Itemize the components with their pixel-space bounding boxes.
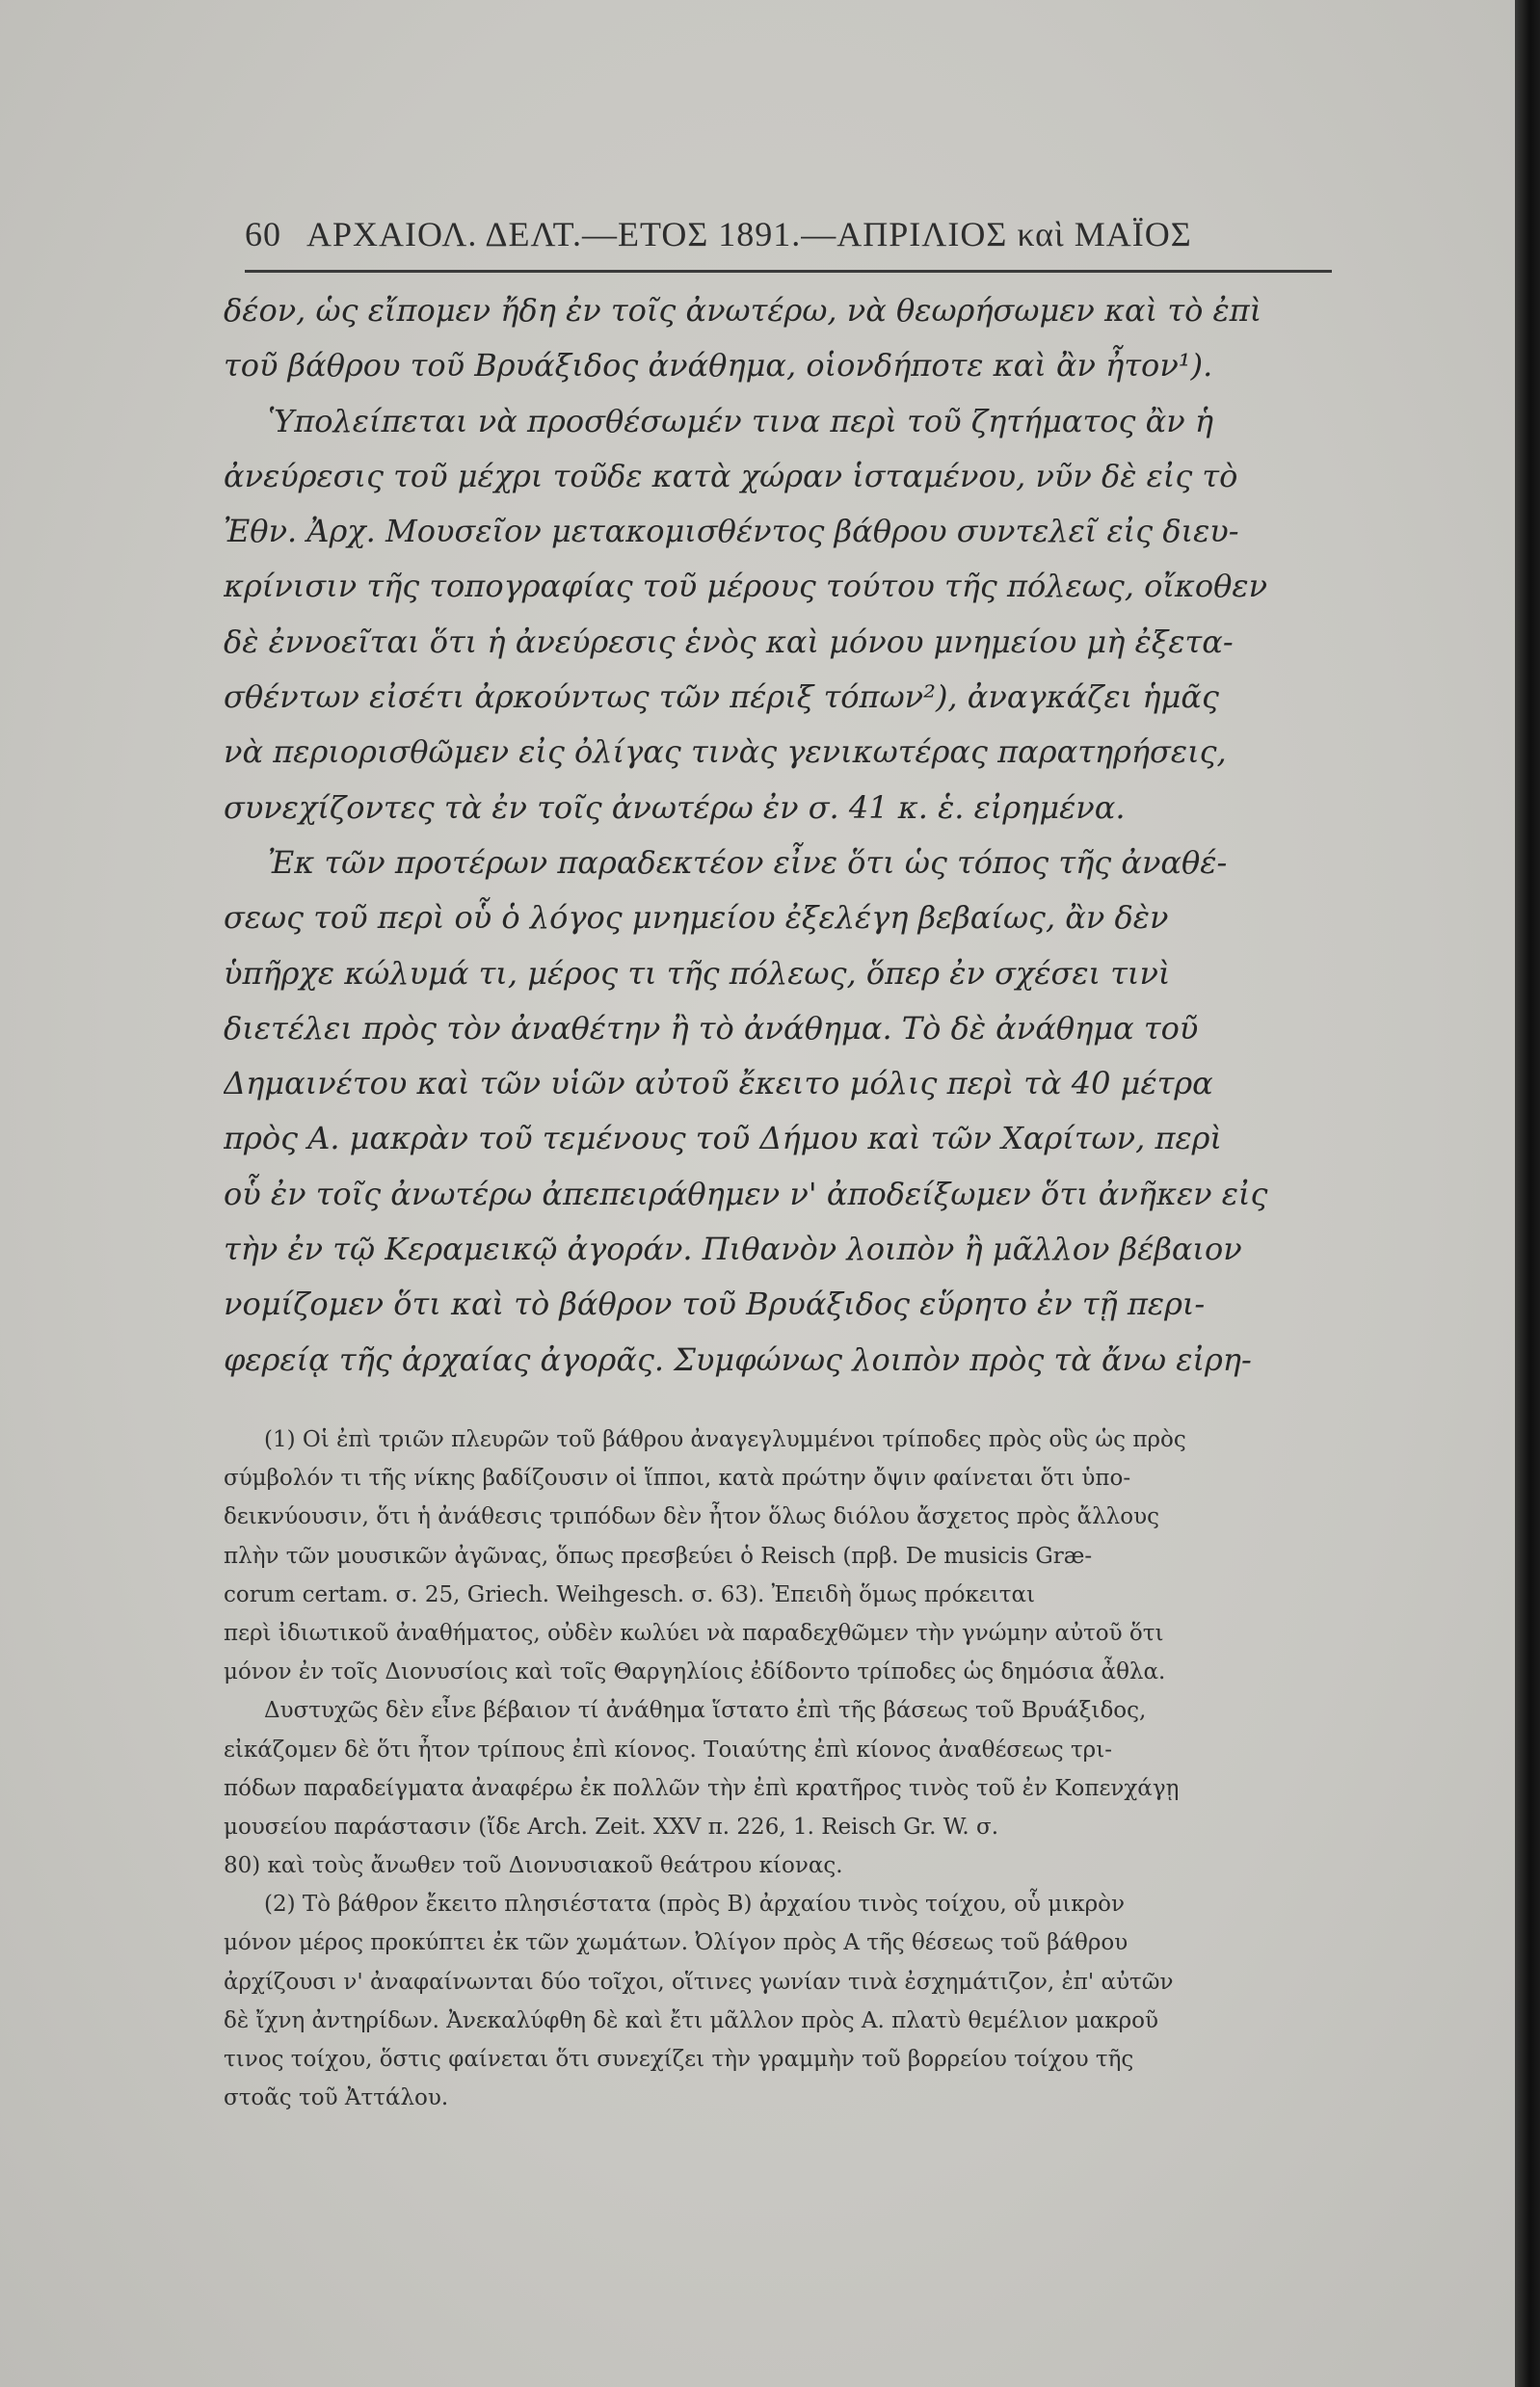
footnote-line: εἰκάζομεν δὲ ὅτι ἦτον τρίπους ἐπὶ κίονος. Τοιαύτης ἐπὶ κίονος ἀναθέσεως τρι- [224,1737,1112,1763]
footnote-line: περὶ ἰδιωτικοῦ ἀναθήματος, οὐδὲν κωλύει νὰ παραδεχθῶμεν τὴν γνώμην αὐτοῦ ὅτι [224,1620,1164,1646]
text-line: τὴν ἐν τῷ Κεραμεικῷ ἀγοράν. Πιθανὸν λοιπὸν ἢ μᾶλλον βέβαιον [224,1231,1242,1268]
text-line: οὗ ἐν τοῖς ἀνωτέρω ἀπεπειράθημεν ν' ἀποδείξωμεν ὅτι ἀνῆκεν εἰς [224,1175,1268,1212]
footnote-line: 80) καὶ τοὺς ἄνωθεν τοῦ Διονυσιακοῦ θεάτρου κίονας. [224,1853,843,1879]
running-header [245,214,1332,254]
page-number: 60 [245,215,281,253]
text-line: νομίζομεν ὅτι καὶ τὸ βάθρον τοῦ Βρυάξιδος εὕρητο ἐν τῇ περι- [224,1286,1206,1323]
footnote-line: ἀρχίζουσι ν' ἀναφαίνωνται δύο τοῖχοι, οἵτινες γωνίαν τινὰ ἐσχημάτιζον, ἐπ' αὐτῶν [224,1969,1174,1995]
book-binding-edge [1515,0,1540,2387]
text-line: κρίνισιν τῆς τοπογραφίας τοῦ μέρους τούτου τῆς πόλεως, οἴκοθεν [224,568,1268,605]
text-line: δὲ ἐννοεῖται ὅτι ἡ ἀνεύρεσις ἑνὸς καὶ μόνου μνημείου μὴ ἐξετα- [224,623,1234,660]
footnote-line: τινος τοίχου, ὅστις φαίνεται ὅτι συνεχίζει τὴν γραμμὴν τοῦ βορρείου τοίχου τῆς [224,2047,1134,2072]
footnote-line: (1) Οἱ ἐπὶ τριῶν πλευρῶν τοῦ βάθρου ἀναγεγλυμμένοι τρίποδες πρὸς οὓς ὡς πρὸς [264,1427,1186,1452]
text-line: Ἐθν. Ἀρχ. Μουσεῖον μετακομισθέντος βάθρου συντελεῖ εἰς διευ- [224,513,1239,550]
footnote-line: (2) Τὸ βάθρον ἔκειτο πλησιέστατα (πρὸς Β) ἀρχαίου τινὸς τοίχου, οὗ μικρὸν [264,1892,1125,1918]
text-line: φερείᾳ τῆς ἀρχαίας ἀγορᾶς. Συμφώνως λοιπὸν πρὸς τὰ ἄνω εἰρη- [224,1340,1252,1378]
running-title: ΑΡΧΑΙΟΛ. ΔΕΛΤ.—ΕΤΟΣ 1891.—ΑΠΡΙΛΙΟΣ καὶ ΜΑΪΟΣ [306,215,1192,253]
text-line: πρὸς Α. μακρὰν τοῦ τεμένους τοῦ Δήμου καὶ τῶν Χαρίτων, περὶ [224,1120,1222,1157]
main-text [224,283,1336,1388]
footnote-line: Δυστυχῶς δὲν εἶνε βέβαιον τί ἀνάθημα ἵστατο ἐπὶ τῆς βάσεως τοῦ Βρυάξιδος, [264,1698,1147,1724]
text-line: σεως τοῦ περὶ οὗ ὁ λόγος μνημείου ἐξελέγη βεβαίως, ἂν δὲν [224,899,1169,937]
footnote-line: σύμβολόν τι τῆς νίκης βαδίζουσιν οἱ ἵπποι, κατὰ πρώτην ὄψιν φαίνεται ὅτι ὑπο- [224,1466,1131,1492]
footnote-line: πλὴν τῶν μουσικῶν ἀγῶνας, ὅπως πρεσβεύει ὁ Reisch (πρβ. De musicis Græ- [224,1543,1093,1569]
footnote-line: πόδων παραδείγματα ἀναφέρω ἐκ πολλῶν τὴν ἐπὶ κρατῆρος τινὸς τοῦ ἐν Κοπενχάγῃ [224,1775,1180,1801]
text-line: σθέντων εἰσέτι ἀρκούντως τῶν πέριξ τόπων²), ἀναγκάζει ἡμᾶς [224,678,1219,716]
header-rule [245,270,1332,273]
footnote-line: στοᾶς τοῦ Ἀττάλου. [224,2085,449,2111]
text-line: Ὑπολείπεται νὰ προσθέσωμέν τινα περὶ τοῦ ζητήματος ἂν ἡ [268,402,1213,439]
text-line: ἀνεύρεσις τοῦ μέχρι τοῦδε κατὰ χώραν ἱσταμένου, νῦν δὲ εἰς τὸ [224,457,1238,494]
footnote-line: corum certam. σ. 25, Griech. Weihgesch. σ. 63). Ἐπειδὴ ὅμως πρόκειται [224,1581,1035,1607]
footnote-line: δὲ ἴχνη ἀντηρίδων. Ἀνεκαλύφθη δὲ καὶ ἔτι μᾶλλον πρὸς Α. πλατὺ θεμέλιον μακροῦ [224,2007,1158,2033]
text-line: συνεχίζοντες τὰ ἐν τοῖς ἀνωτέρω ἐν σ. 41 κ. ἑ. εἰρημένα. [224,788,1126,826]
text-line: Ἐκ τῶν προτέρων παραδεκτέον εἶνε ὅτι ὡς τόπος τῆς ἀναθέ- [268,843,1228,881]
text-line: Δημαινέτου καὶ τῶν υἱῶν αὐτοῦ ἔκειτο μόλις περὶ τὰ 40 μέτρα [224,1065,1213,1102]
footnote-line: δεικνύουσιν, ὅτι ἡ ἀνάθεσις τριπόδων δὲν ἦτον ὅλως διόλου ἄσχετος πρὸς ἄλλους [224,1504,1159,1530]
footnote-line: μόνον μέρος προκύπτει ἐκ τῶν χωμάτων. Ὀλίγον πρὸς Α τῆς θέσεως τοῦ βάθρου [224,1930,1128,1956]
text-line: ὑπῆρχε κώλυμά τι, μέρος τι τῆς πόλεως, ὅπερ ἐν σχέσει τινὶ [224,954,1171,992]
text-line: νὰ περιορισθῶμεν εἰς ὀλίγας τινὰς γενικωτέρας παρατηρήσεις, [224,733,1227,771]
text-line: διετέλει πρὸς τὸν ἀναθέτην ἢ τὸ ἀνάθημα. Τὸ δὲ ἀνάθημα τοῦ [224,1009,1199,1047]
text-line: δέον, ὡς εἴπομεν ἤδη ἐν τοῖς ἀνωτέρω, νὰ θεωρήσωμεν καὶ τὸ ἐπὶ [224,292,1262,329]
text-line: τοῦ βάθρου τοῦ Βρυάξιδος ἀνάθημα, οἱονδήποτε καὶ ἂν ἦτον¹). [224,347,1213,385]
footnote-line: μουσείου παράστασιν (ἴδε Arch. Zeit. XXV π. 226, 1. Reisch Gr. W. σ. [224,1814,999,1840]
footnote-line: μόνον ἐν τοῖς Διονυσίοις καὶ τοῖς Θαργηλίοις ἐδίδοντο τρίποδες ὡς δημόσια ἆθλα. [224,1659,1166,1685]
footnotes [224,1420,1338,2117]
